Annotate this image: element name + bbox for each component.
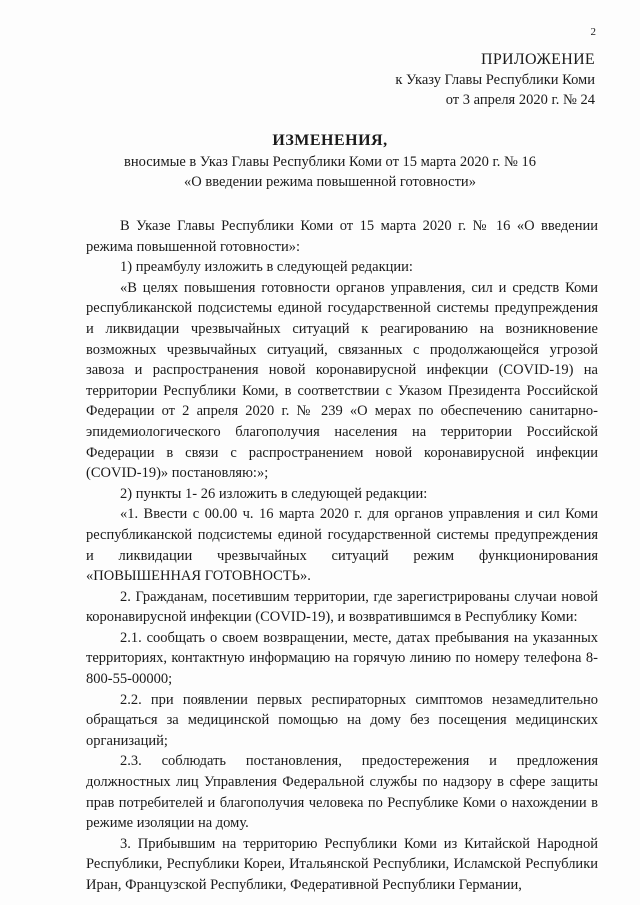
paragraph-intro: В Указе Главы Республики Коми от 15 марта 2020 г. № 16 «О введении режима повышенной готовности»:: [86, 218, 598, 255]
appendix-date: от 3 апреля 2020 г. № 24: [445, 92, 595, 108]
document-body: [86, 216, 598, 896]
appendix-block: [395, 50, 595, 110]
appendix-title: ПРИЛОЖЕНИЕ: [480, 51, 595, 68]
appendix-decree-ref: к Указу Главы Республики Коми: [395, 72, 595, 88]
heading-subtitle-line-2: «О введении режима повышенной готовности»: [184, 174, 476, 190]
paragraph-point-2-2: 2.2. при появлении первых респираторных симптомов незамедлительно обращаться за медицинской помощью на дому без посещения медицинских организаций;: [86, 691, 598, 749]
page-number: 2: [590, 26, 596, 38]
paragraph-preamble: «В целях повышения готовности органов управления, сил и средств Коми республиканской подсистемы единой государственной системы предупреждения и ликвидации чрезвычайных ситуаций к реагированию на возникновение возможных чрезвычайных ситуаций, связанных с продолжающейся угрозой завоза и распространения новой коронавирусной инфекции (COVID-19) на территории Республики Коми, в соответствии с Указом Президента Российской Федерации от 2 апреля 2020 г. № 239 «О мерах по обеспечению санитарно-эпидемиологического благополучия населения на территории Российской Федерации в связи с распространением новой коронавирусной инфекции (COVID-19)» постановляю:»;: [86, 279, 598, 482]
paragraph-item-2: 2) пункты 1- 26 изложить в следующей редакции:: [120, 485, 428, 502]
paragraph-point-2-3: 2.3. соблюдать постановления, предостережения и предложения должностных лиц Управления Федеральной службы по надзору в сфере защиты прав потребителей и благополучия человека по Республике Коми о нахождении в режиме изоляции на дому.: [86, 753, 598, 832]
paragraph-point-2: 2. Гражданам, посетившим территории, где зарегистрированы случаи новой коронавирусной инфекции (COVID-19), и возвратившимся в Республику Коми:: [86, 588, 598, 626]
document-heading: [60, 130, 600, 192]
paragraph-point-1: «1. Ввести с 00.00 ч. 16 марта 2020 г. для органов управления и сил Коми республиканской подсистемы единой государственной системы предупреждения и ликвидации чрезвычайных ситуаций режим функционирования «ПОВЫШЕННАЯ ГОТОВНОСТЬ».: [86, 506, 598, 585]
heading-subtitle-line-1: вносимые в Указ Главы Республики Коми от 15 марта 2020 г. № 16: [124, 154, 536, 170]
paragraph-point-2-1: 2.1. сообщать о своем возвращении, месте, датах пребывания на указанных территориях, контактную информацию на горячую линию по номеру телефона 8-800-55-00000;: [86, 629, 598, 688]
paragraph-point-3: 3. Прибывшим на территорию Республики Коми из Китайской Народной Республики, Республики Кореи, Итальянской Республики, Исламской Республики Иран, Французской Республики, Федеративной Республики Германии,: [86, 835, 598, 893]
paragraph-item-1: 1) преамбулу изложить в следующей редакции:: [120, 259, 413, 276]
heading-title: ИЗМЕНЕНИЯ,: [272, 132, 388, 149]
